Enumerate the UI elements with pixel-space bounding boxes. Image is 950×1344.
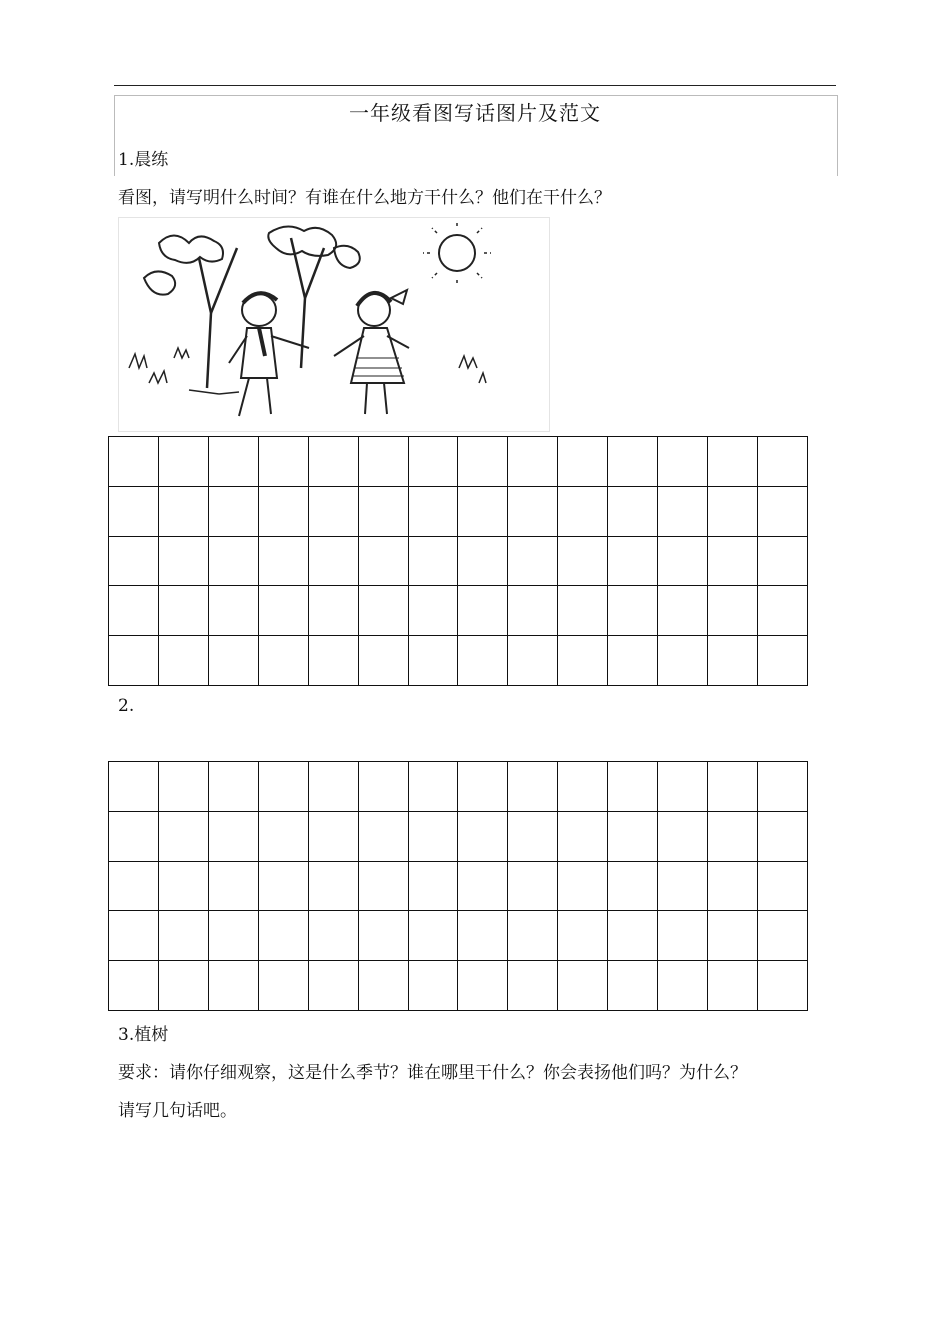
grid-cell[interactable] bbox=[409, 911, 459, 961]
grid-cell[interactable] bbox=[758, 762, 808, 812]
grid-cell[interactable] bbox=[508, 437, 558, 487]
grid-cell[interactable] bbox=[359, 636, 409, 686]
grid-cell[interactable] bbox=[608, 636, 658, 686]
grid-cell[interactable] bbox=[758, 437, 808, 487]
grid-cell[interactable] bbox=[409, 487, 459, 537]
grid-cell[interactable] bbox=[508, 961, 558, 1011]
grid-cell[interactable] bbox=[608, 862, 658, 912]
grid-cell[interactable] bbox=[508, 812, 558, 862]
girl-figure bbox=[334, 290, 409, 414]
grid-cell[interactable] bbox=[309, 762, 359, 812]
grid-cell[interactable] bbox=[409, 812, 459, 862]
grid-cell[interactable] bbox=[658, 862, 708, 912]
section-2-heading: 2. bbox=[118, 696, 135, 716]
grid-cell[interactable] bbox=[558, 961, 608, 1011]
grid-cell[interactable] bbox=[658, 437, 708, 487]
grid-cell[interactable] bbox=[608, 537, 658, 587]
grid-cell[interactable] bbox=[159, 437, 209, 487]
grid-cell[interactable] bbox=[658, 961, 708, 1011]
section-1-prompt: 看图，请写明什么时间？有谁在什么地方干什么？他们在干什么？ bbox=[118, 188, 611, 208]
grid-cell[interactable] bbox=[608, 586, 658, 636]
grid-cell[interactable] bbox=[708, 812, 758, 862]
grid-cell[interactable] bbox=[508, 762, 558, 812]
grid-cell[interactable] bbox=[508, 537, 558, 587]
grid-cell[interactable] bbox=[409, 862, 459, 912]
grid-cell[interactable] bbox=[409, 636, 459, 686]
grid-cell[interactable] bbox=[309, 812, 359, 862]
grid-cell[interactable] bbox=[708, 961, 758, 1011]
grid-cell[interactable] bbox=[259, 437, 309, 487]
grid-cell[interactable] bbox=[409, 762, 459, 812]
grid-cell[interactable] bbox=[558, 762, 608, 812]
grid-cell[interactable] bbox=[109, 487, 159, 537]
grid-cell[interactable] bbox=[558, 537, 608, 587]
grid-cell[interactable] bbox=[109, 911, 159, 961]
grid-cell[interactable] bbox=[409, 537, 459, 587]
grid-cell[interactable] bbox=[109, 862, 159, 912]
grid-cell[interactable] bbox=[658, 911, 708, 961]
grid-cell[interactable] bbox=[109, 586, 159, 636]
grid-cell[interactable] bbox=[558, 487, 608, 537]
section-3-heading: 3.植树 bbox=[118, 1025, 169, 1045]
grid-cell[interactable] bbox=[558, 862, 608, 912]
grid-cell[interactable] bbox=[708, 911, 758, 961]
grid-cell[interactable] bbox=[309, 961, 359, 1011]
grid-cell[interactable] bbox=[508, 911, 558, 961]
grid-cell[interactable] bbox=[359, 961, 409, 1011]
grid-cell[interactable] bbox=[209, 961, 259, 1011]
grid-cell[interactable] bbox=[209, 636, 259, 686]
grid-cell[interactable] bbox=[409, 437, 459, 487]
grid-cell[interactable] bbox=[708, 487, 758, 537]
grid-cell[interactable] bbox=[608, 437, 658, 487]
page-title: 一年级看图写话图片及范文 bbox=[349, 101, 601, 125]
section-3-prompt-line-1: 要求：请你仔细观察，这是什么季节？谁在哪里干什么？你会表扬他们吗？为什么？ bbox=[118, 1063, 747, 1083]
grid-cell[interactable] bbox=[409, 586, 459, 636]
grid-cell[interactable] bbox=[209, 812, 259, 862]
writing-grid-1[interactable] bbox=[108, 436, 808, 686]
grid-cell[interactable] bbox=[259, 636, 309, 686]
grid-cell[interactable] bbox=[359, 537, 409, 587]
grid-cell[interactable] bbox=[658, 636, 708, 686]
grid-cell[interactable] bbox=[159, 961, 209, 1011]
grid-cell[interactable] bbox=[209, 437, 259, 487]
grid-cell[interactable] bbox=[159, 487, 209, 537]
grid-cell[interactable] bbox=[608, 812, 658, 862]
grid-cell[interactable] bbox=[309, 437, 359, 487]
grid-cell[interactable] bbox=[359, 487, 409, 537]
grid-cell[interactable] bbox=[159, 762, 209, 812]
grid-cell[interactable] bbox=[159, 862, 209, 912]
boy-figure bbox=[229, 293, 309, 416]
grid-cell[interactable] bbox=[558, 911, 608, 961]
grid-cell[interactable] bbox=[708, 762, 758, 812]
grid-cell[interactable] bbox=[259, 862, 309, 912]
grid-cell[interactable] bbox=[109, 636, 159, 686]
grid-cell[interactable] bbox=[708, 862, 758, 912]
grass-icon bbox=[129, 348, 486, 394]
grid-cell[interactable] bbox=[409, 961, 459, 1011]
grid-cell[interactable] bbox=[458, 636, 508, 686]
grid-cell[interactable] bbox=[359, 812, 409, 862]
grid-cell[interactable] bbox=[159, 586, 209, 636]
grid-cell[interactable] bbox=[359, 437, 409, 487]
grid-cell[interactable] bbox=[758, 812, 808, 862]
grid-cell[interactable] bbox=[458, 911, 508, 961]
section-1-heading: 1.晨练 bbox=[118, 150, 169, 170]
grid-cell[interactable] bbox=[309, 537, 359, 587]
grid-cell[interactable] bbox=[209, 762, 259, 812]
section-3-prompt-line-2: 请写几句话吧。 bbox=[118, 1101, 237, 1121]
grid-cell[interactable] bbox=[458, 961, 508, 1011]
grid-cell[interactable] bbox=[658, 537, 708, 587]
grid-cell[interactable] bbox=[309, 586, 359, 636]
grid-cell[interactable] bbox=[508, 636, 558, 686]
grid-cell[interactable] bbox=[458, 862, 508, 912]
grid-cell[interactable] bbox=[359, 762, 409, 812]
grid-cell[interactable] bbox=[458, 537, 508, 587]
writing-grid-2[interactable] bbox=[108, 761, 808, 1011]
grid-cell[interactable] bbox=[508, 586, 558, 636]
grid-cell[interactable] bbox=[259, 762, 309, 812]
grid-cell[interactable] bbox=[458, 762, 508, 812]
grid-cell[interactable] bbox=[758, 586, 808, 636]
grid-cell[interactable] bbox=[758, 487, 808, 537]
grid-cell[interactable] bbox=[558, 812, 608, 862]
grid-cell[interactable] bbox=[109, 537, 159, 587]
grid-cell[interactable] bbox=[309, 636, 359, 686]
grid-cell[interactable] bbox=[508, 862, 558, 912]
grid-cell[interactable] bbox=[758, 636, 808, 686]
tree-icon bbox=[144, 226, 360, 388]
grid-cell[interactable] bbox=[758, 911, 808, 961]
grid-cell[interactable] bbox=[658, 586, 708, 636]
grid-cell[interactable] bbox=[558, 586, 608, 636]
grid-cell[interactable] bbox=[109, 437, 159, 487]
grid-cell[interactable] bbox=[259, 487, 309, 537]
grid-cell[interactable] bbox=[209, 911, 259, 961]
grid-cell[interactable] bbox=[359, 586, 409, 636]
morning-exercise-illustration bbox=[118, 217, 550, 432]
grid-cell[interactable] bbox=[608, 487, 658, 537]
header-rule bbox=[114, 85, 836, 86]
grid-cell[interactable] bbox=[458, 437, 508, 487]
grid-cell[interactable] bbox=[259, 586, 309, 636]
grid-cell[interactable] bbox=[658, 812, 708, 862]
grid-cell[interactable] bbox=[109, 812, 159, 862]
grid-cell[interactable] bbox=[159, 812, 209, 862]
grid-cell[interactable] bbox=[458, 586, 508, 636]
grid-cell[interactable] bbox=[309, 862, 359, 912]
grid-cell[interactable] bbox=[259, 812, 309, 862]
grid-cell[interactable] bbox=[608, 762, 658, 812]
grid-cell[interactable] bbox=[758, 961, 808, 1011]
grid-cell[interactable] bbox=[758, 537, 808, 587]
grid-cell[interactable] bbox=[259, 537, 309, 587]
grid-cell[interactable] bbox=[359, 911, 409, 961]
grid-cell[interactable] bbox=[708, 437, 758, 487]
grid-cell[interactable] bbox=[209, 537, 259, 587]
grid-cell[interactable] bbox=[209, 487, 259, 537]
grid-cell[interactable] bbox=[508, 487, 558, 537]
grid-cell[interactable] bbox=[708, 586, 758, 636]
grid-cell[interactable] bbox=[109, 961, 159, 1011]
grid-cell[interactable] bbox=[758, 862, 808, 912]
grid-cell[interactable] bbox=[159, 911, 209, 961]
grid-cell[interactable] bbox=[558, 636, 608, 686]
grid-cell[interactable] bbox=[109, 762, 159, 812]
grid-cell[interactable] bbox=[708, 636, 758, 686]
grid-cell[interactable] bbox=[458, 487, 508, 537]
grid-cell[interactable] bbox=[209, 586, 259, 636]
grid-cell[interactable] bbox=[658, 487, 708, 537]
grid-cell[interactable] bbox=[159, 537, 209, 587]
grid-cell[interactable] bbox=[309, 911, 359, 961]
sun-icon bbox=[423, 220, 491, 286]
grid-cell[interactable] bbox=[558, 437, 608, 487]
grid-cell[interactable] bbox=[259, 911, 309, 961]
grid-cell[interactable] bbox=[309, 487, 359, 537]
grid-cell[interactable] bbox=[259, 961, 309, 1011]
grid-cell[interactable] bbox=[608, 911, 658, 961]
grid-cell[interactable] bbox=[658, 762, 708, 812]
grid-cell[interactable] bbox=[708, 537, 758, 587]
grid-cell[interactable] bbox=[608, 961, 658, 1011]
grid-cell[interactable] bbox=[209, 862, 259, 912]
grid-cell[interactable] bbox=[458, 812, 508, 862]
grid-cell[interactable] bbox=[359, 862, 409, 912]
grid-cell[interactable] bbox=[159, 636, 209, 686]
